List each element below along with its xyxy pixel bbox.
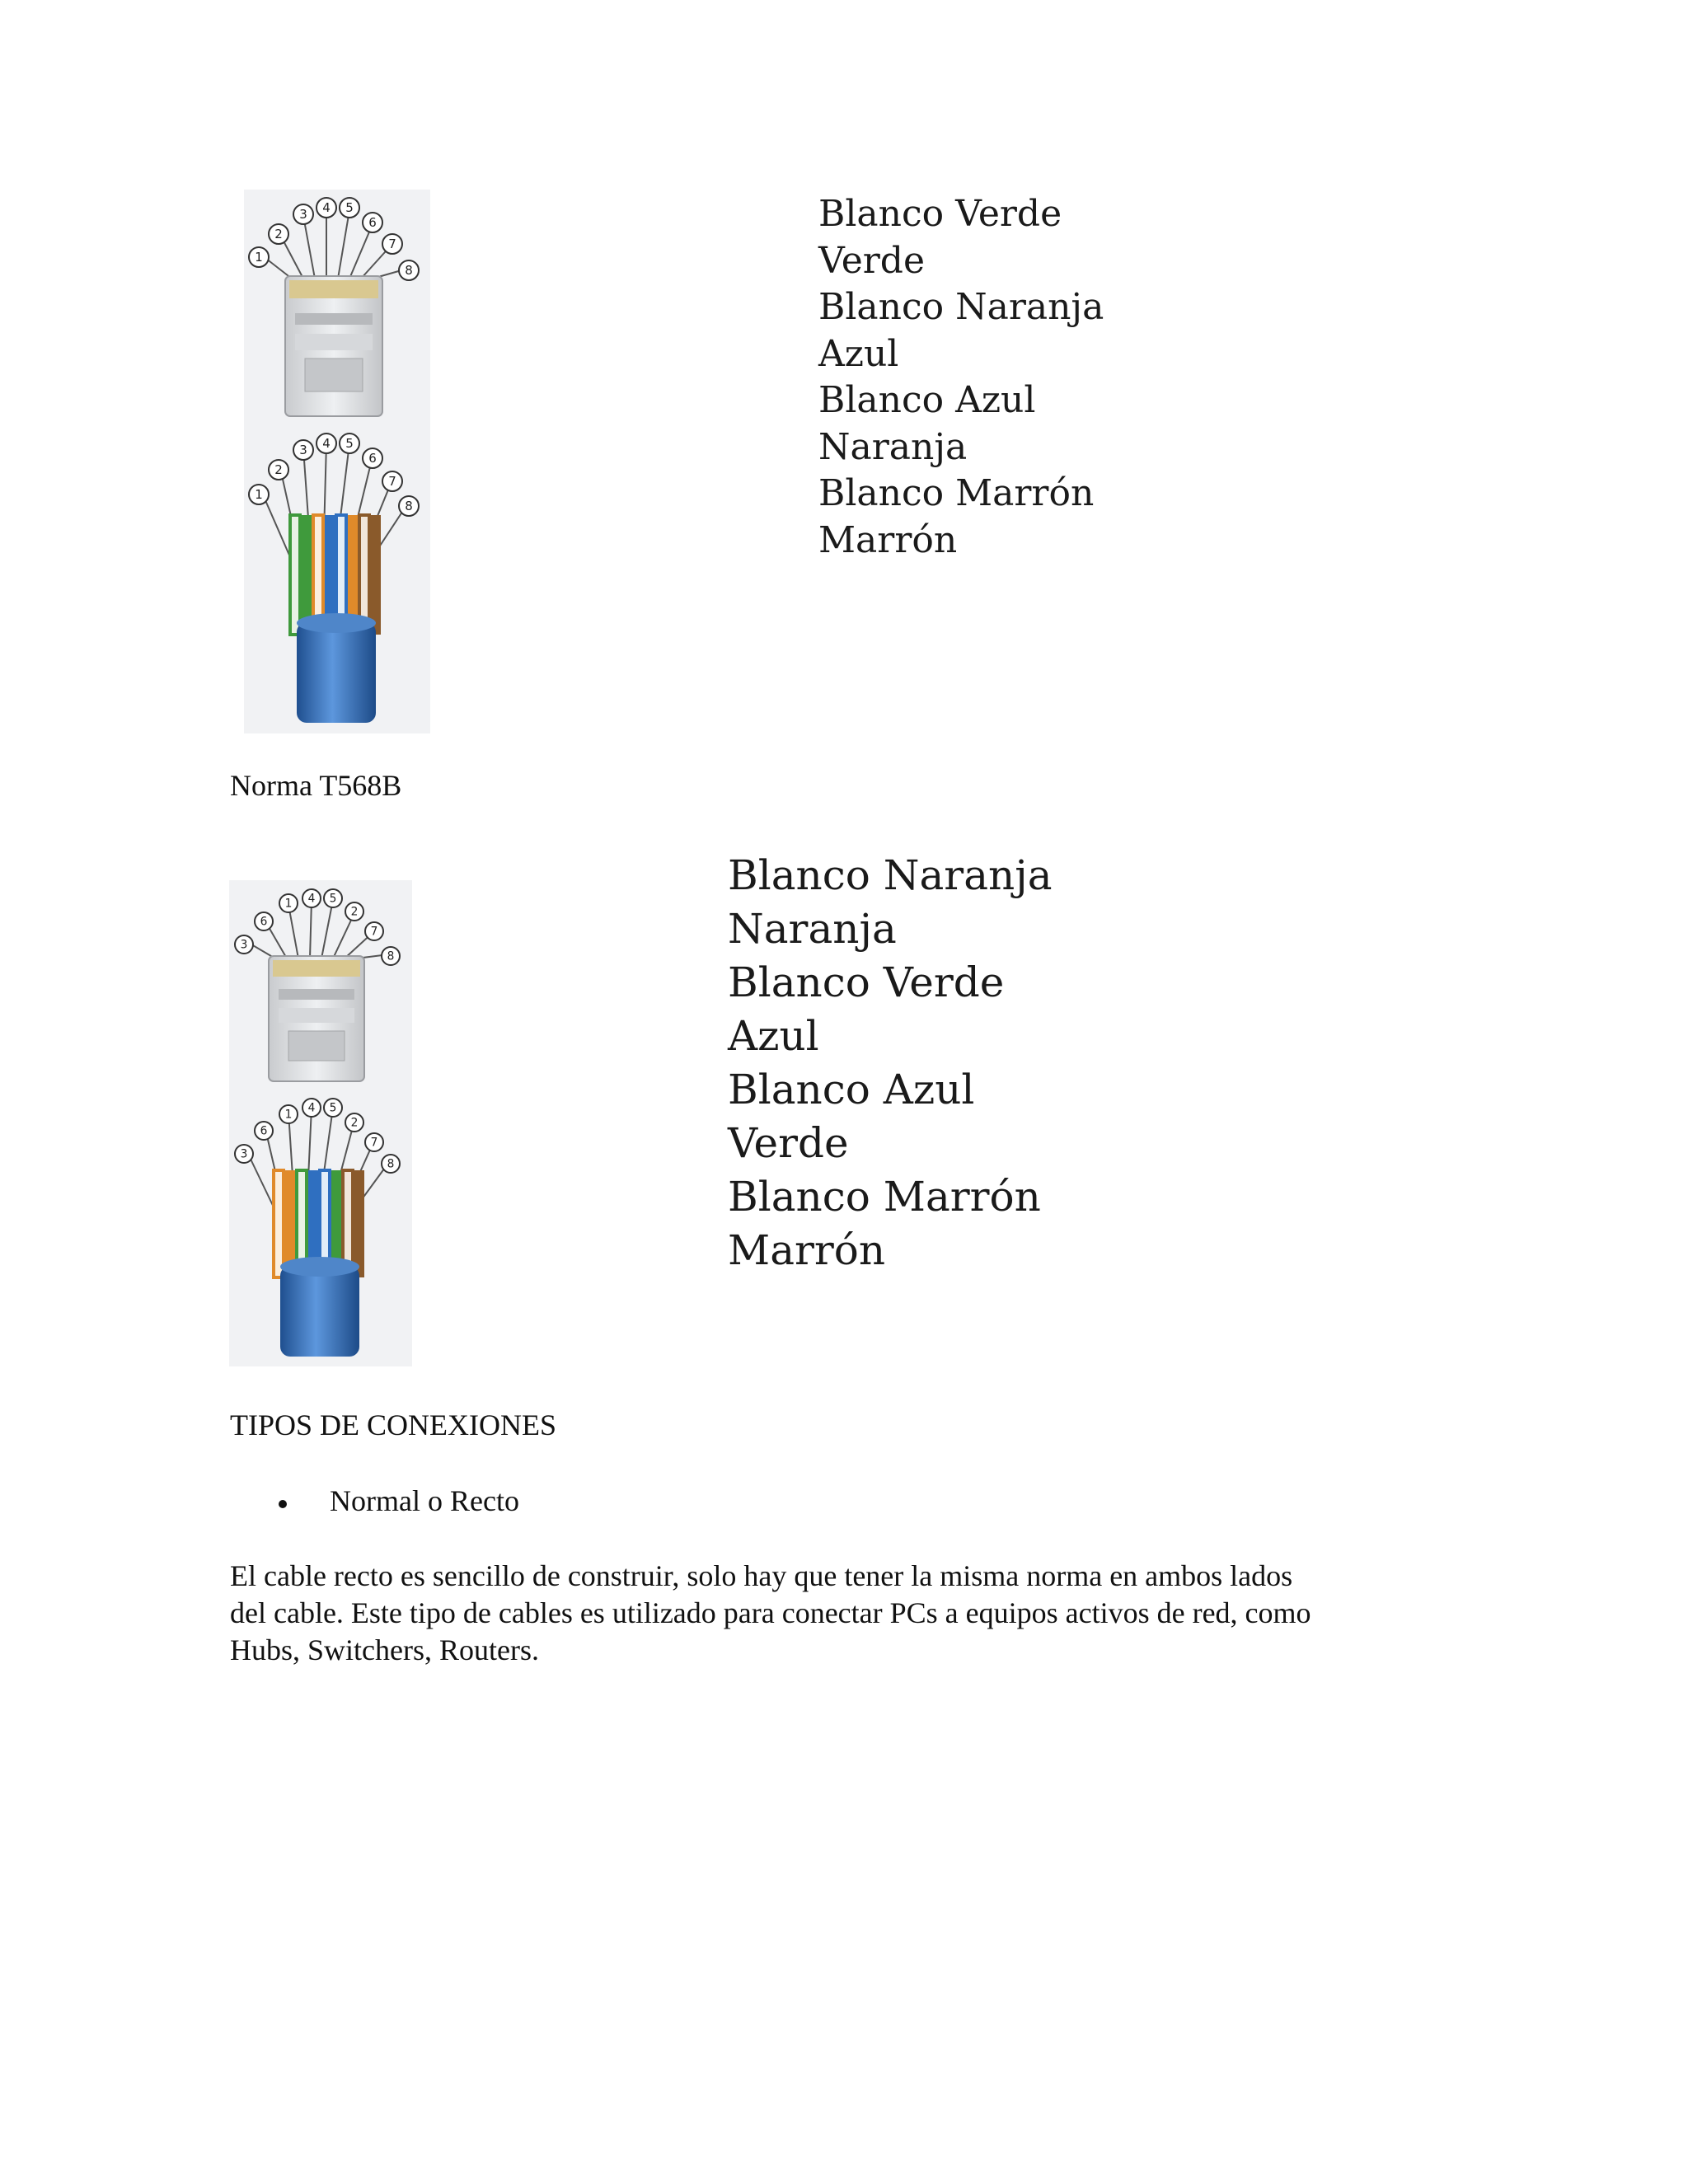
color-item: Marrón: [818, 518, 958, 561]
pin-number: 4: [307, 1101, 316, 1115]
body-paragraph: [230, 1558, 1417, 1669]
pin-number: 2: [350, 1116, 359, 1130]
color-item: Blanco Naranja: [728, 851, 1053, 899]
section-heading: TIPOS DE CONEXIONES: [230, 1408, 556, 1441]
pin-number: 5: [329, 1101, 337, 1115]
bullet-item: [279, 1483, 519, 1518]
paragraph-line: Hubs, Switchers, Routers.: [230, 1633, 539, 1666]
pin-number: 2: [274, 227, 283, 242]
color-item: Marrón: [728, 1226, 886, 1274]
pin-number: 1: [255, 250, 263, 265]
color-item: Naranja: [818, 425, 968, 468]
color-item: Blanco Azul: [818, 379, 1036, 421]
pin-number: 2: [274, 462, 283, 478]
pin-number: 8: [405, 263, 413, 279]
pin-number: 3: [299, 207, 307, 223]
pin-labels-b: [229, 880, 412, 1366]
color-item: Blanco Verde: [728, 958, 1005, 1006]
color-item: Blanco Verde: [818, 193, 1062, 235]
pin-number: 8: [387, 949, 395, 963]
color-item: Blanco Marrón: [728, 1173, 1041, 1221]
pin-number: 1: [284, 897, 293, 911]
pin-number: 4: [322, 436, 331, 452]
pin-number: 7: [370, 925, 378, 939]
pin-number: 2: [350, 905, 359, 919]
color-item: Blanco Marrón: [818, 472, 1095, 514]
color-order-list-a: [818, 191, 1104, 564]
color-item: Verde: [818, 239, 926, 282]
color-item: Azul: [728, 1012, 819, 1060]
pin-number: 4: [307, 892, 316, 906]
caption-norma-t568b: Norma T568B: [230, 769, 402, 802]
pin-number: 5: [345, 436, 354, 452]
color-item: Naranja: [728, 905, 897, 953]
color-item: Verde: [728, 1119, 849, 1167]
color-item: Blanco Azul: [728, 1066, 975, 1113]
pin-number: 6: [260, 1124, 268, 1138]
pin-number: 3: [240, 938, 248, 952]
pin-number: 7: [388, 474, 396, 490]
pin-labels-a: [244, 190, 430, 733]
color-order-list-b: [728, 849, 1053, 1277]
paragraph-line: El cable recto es sencillo de construir, solo hay que tener la misma norma en ambos lados: [230, 1559, 1293, 1592]
pin-number: 3: [299, 443, 307, 458]
pin-number: 5: [345, 200, 354, 216]
pin-number: 6: [368, 215, 377, 231]
pin-number: 8: [405, 499, 413, 514]
pin-number: 1: [255, 487, 263, 503]
pin-number: 8: [387, 1157, 395, 1171]
pin-number: 6: [368, 451, 377, 466]
pin-number: 3: [240, 1147, 248, 1161]
bullet-text: Normal o Recto: [330, 1484, 519, 1517]
pin-number: 6: [260, 915, 268, 929]
pin-number: 4: [322, 200, 331, 216]
paragraph-line: del cable. Este tipo de cables es utilizado para conectar PCs a equipos activos de red, como: [230, 1596, 1311, 1629]
pin-number: 1: [284, 1108, 293, 1122]
pin-number: 5: [329, 892, 337, 906]
color-item: Blanco Naranja: [818, 286, 1104, 328]
pin-number: 7: [388, 237, 396, 252]
pin-number: 7: [370, 1136, 378, 1150]
color-item: Azul: [818, 332, 899, 375]
bullet-icon: [279, 1500, 287, 1508]
